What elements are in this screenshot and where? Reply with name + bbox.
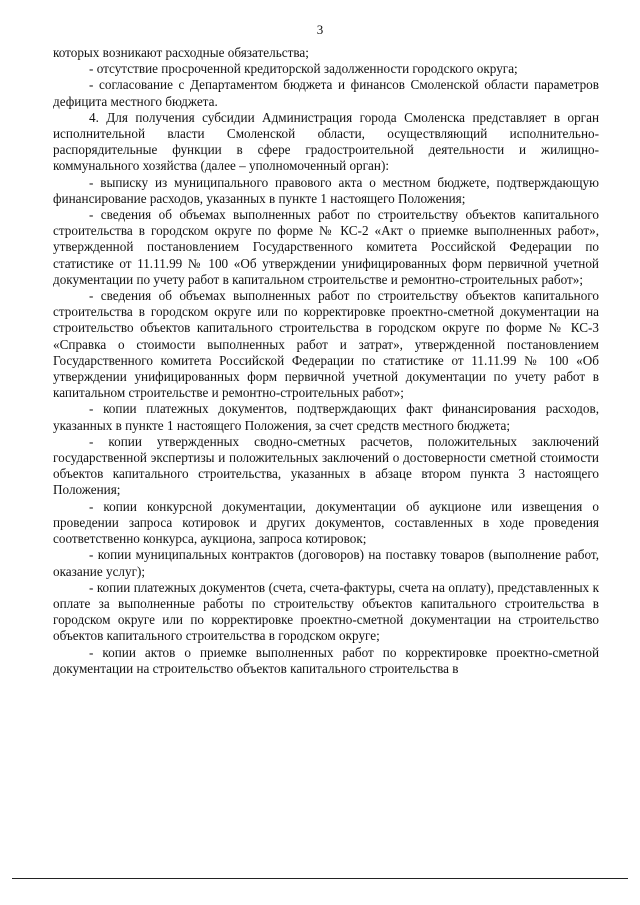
paragraph: - сведения об объемах выполненных работ по строительству объектов капитального строительства в городском округе или по корректировке проектно-сметной документации на строительство объектов капитального строительства в городском округе по форме № КС-3 «Справка о стоимости выполненных работ и затрат», утвержденной постановлением Государственного комитета Российской Федерации по статистике от 11.11.99 № 100 «Об утверждении унифицированных форм первичной учетной документации по учету работ в капитальном строительстве и ремонтно-строительных работ»; xyxy=(53,288,599,401)
paragraph: - сведения об объемах выполненных работ по строительству объектов капитального строительства в городском округе по форме № КС-2 «Акт о приемке выполненных работ», утвержденной постановлением Государственного комитета Российской Федерации по статистике от 11.11.99 № 100 «Об утверждении унифицированных форм первичной учетной документации по учету работ в капитальном строительстве и ремонтно-строительных работ»; xyxy=(53,207,599,287)
paragraph: 4. Для получения субсидии Администрация города Смоленска представляет в орган исполнительной власти Смоленской области, осуществляющий исполнительно-распорядительные функции в сфере градостроительной деятельности и жилищно-коммунального хозяйства (далее – уполномоченный орган): xyxy=(53,109,599,174)
paragraph: - копии платежных документов (счета, счета-фактуры, счета на оплату), представленных к оплате за выполненные работы по строительству объектов капитального строительства в городском округе или по корректировке проектно-сметной документации на строительство объектов капитального строительства в городском округе; xyxy=(53,579,599,644)
paragraph: - копии конкурсной документации, документации об аукционе или извещения о проведении запроса котировок и других документов, составленных в ходе проведения соответственно конкурса, аукциона, запроса котировок; xyxy=(53,498,599,547)
paragraph: - выписку из муниципального правового акта о местном бюджете, подтверждающую финансирование расходов, указанных в пункте 1 настоящего Положения; xyxy=(53,174,599,206)
paragraph: - копии платежных документов, подтверждающих факт финансирования расходов, указанных в пункте 1 настоящего Положения, за счет средств местного бюджета; xyxy=(53,401,599,433)
page-number: 3 xyxy=(316,22,324,37)
bottom-rule xyxy=(12,878,628,879)
paragraph: - копии актов о приемке выполненных работ по корректировке проектно-сметной документации на строительство объектов капитального строительства в xyxy=(53,644,599,676)
paragraph: - копии утвержденных сводно-сметных расчетов, положительных заключений государственной экспертизы и положительных заключений о достоверности сметной стоимости объектов капитального строительства, указанных в абзаце втором пункта 3 настоящего Положения; xyxy=(53,433,599,498)
paragraph: - отсутствие просроченной кредиторской задолженности городского округа; xyxy=(89,61,518,77)
paragraph: которых возникают расходные обязательства; xyxy=(53,45,309,60)
paragraph: - копии муниципальных контрактов (договоров) на поставку товаров (выполнение работ, оказание услуг); xyxy=(53,547,599,579)
document-body xyxy=(53,45,599,677)
paragraph: - согласование с Департаментом бюджета и финансов Смоленской области параметров дефицита местного бюджета. xyxy=(53,77,599,109)
